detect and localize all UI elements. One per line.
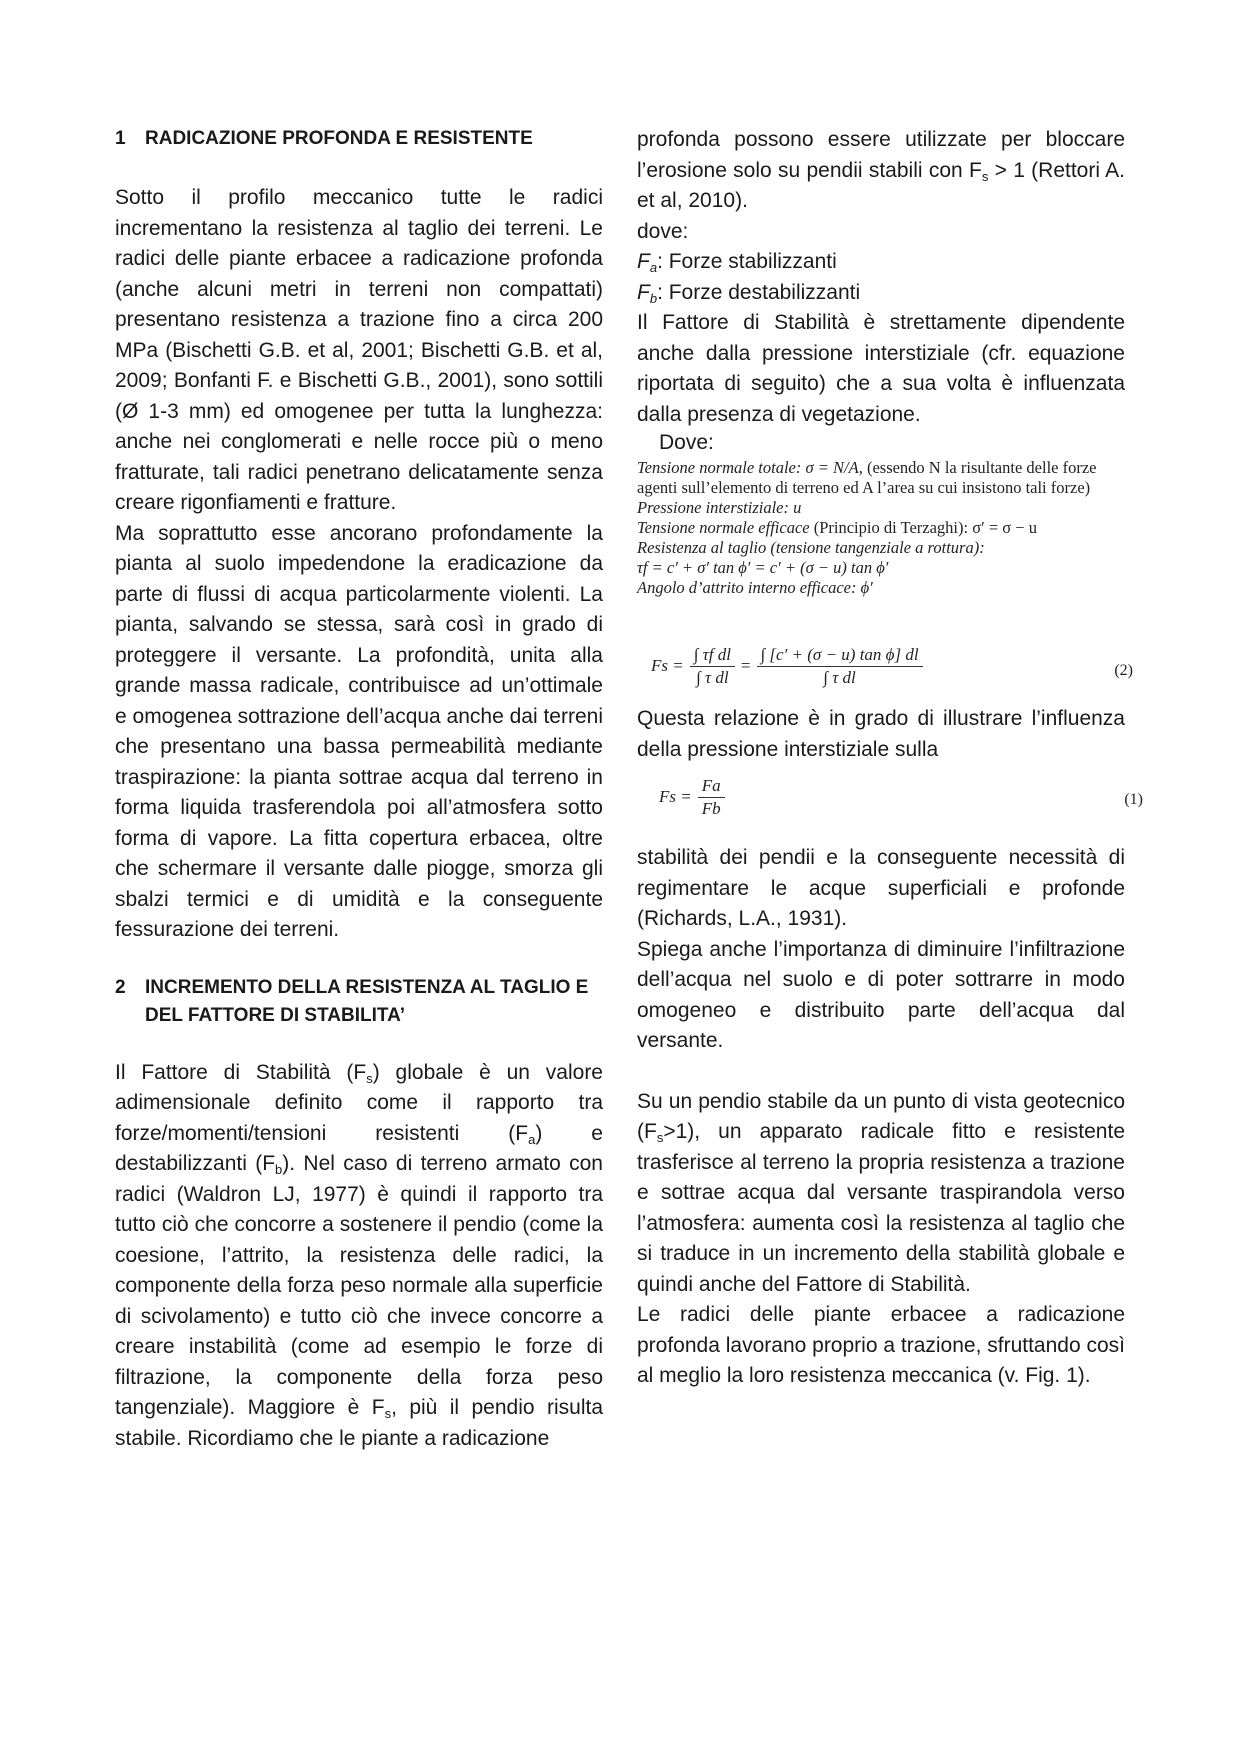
section-2-paragraph-1: Il Fattore di Stabilità $(F_s)$ globale è un valore adimensionale definito come il rapporto tra forze/momenti/tensioni resistenti $(F_a)$ e destabilizzanti $(F_b)$. Nel caso di terreno armato con radici (Waldron LJ, 1977) è quindi il rapporto tra tutto ciò che concorre a sostenere il pendio (come la coesione, l’attrito, la resistenza delle radici, la componente della forza peso normale alla superficie di scivolamento) e tutto ciò che invece concorre a creare instabilità (come ad esempio le forze di filtrazione, la componente della forza peso tangenziale). Maggiore è $F_s$, più il pendio risulta stabile. Ricordiamo che le piante a radicazione bbox=[115, 1060, 603, 1450]
relation-paragraph: Questa relazione è in grado di illustrare l’influenza della pressione interstiziale sulla bbox=[637, 707, 1125, 761]
section-2-heading bbox=[115, 974, 603, 1030]
explains-paragraph: Spiega anche l’importanza di diminuire l’infiltrazione dell’acqua nel suolo e di poter sottrarre in modo omogeneo e distribuito parte dell’acqua dal versante. bbox=[637, 937, 1125, 1052]
section-1-title: RADICAZIONE PROFONDA E RESISTENTE bbox=[145, 128, 533, 149]
fa-definition: $F_a$: Forze stabilizzanti bbox=[637, 250, 837, 275]
def-friction-angle: Angolo d’attrito interno efficace: ϕ′ bbox=[637, 578, 873, 597]
stable-slope-paragraph: Su un pendio stabile da un punto di vista geotecnico $(F_s>1)$, un apparato radicale fitto e resistente trasferisce al terreno la propria resistenza a trazione e sottrae acqua dal versante traspirandola verso l’atmosfera: aumenta così la resistenza al taglio che si traduce in un incremento della stabilità globale e quindi anche del Fattore di Stabilità. bbox=[637, 1089, 1125, 1296]
section-2-title-line-1: INCREMENTO DELLA RESISTENZA AL TAGLIO E bbox=[145, 976, 589, 998]
def-effective-stress: Tensione normale efficace bbox=[637, 518, 810, 537]
section-1-number: 1 bbox=[115, 128, 126, 149]
section-1-paragraph-2: Ma soprattutto esse ancorano profondamente la pianta al suolo impedendone la eradicazione da parte di flussi di acqua particolarmente violenti. La pianta, salvando se stessa, sarà così in grado di proteggere il versante. La profondità, unita alla grande massa radicale, contribuisce ad un’ottimale e omogenea sottrazione dell’acqua anche dai terreni che presentano una bassa permeabilità mediante traspirazione: la pianta sottrae acqua dal terreno in forma liquida trasferendola poi all’atmosfera sotto forma di vapore. La fitta copertura erbacea, oltre che schermare il versante dalle piogge, smorza gli sbalzi termici e di umidità e la conseguente fessurazione dei terreni. bbox=[115, 521, 603, 941]
stability-paragraph: stabilità dei pendii e la conseguente necessità di regimentare le acque superficiali e profonde (Richards, L.A., 1931). bbox=[637, 846, 1125, 930]
continuation-paragraph: profonda possono essere utilizzate per bloccare l’erosione solo su pendii stabili con $F_s > 1$ (Rettori A. et al, 2010). bbox=[637, 128, 1125, 212]
def-shear-strength: Resistenza al taglio (tensione tangenziale a rottura): bbox=[637, 538, 985, 557]
equation-2-number: (2) bbox=[1114, 662, 1133, 679]
dove-label: dove: bbox=[637, 219, 689, 243]
definitions-block: Tensione normale totale: σ = N/A, (essendo N la risultante delle forze agenti sull’elemento di terreno ed A l’area su cui insistono tali forze) Pressione interstiziale: u Tensione normale efficace (Principio di Terzaghi): σ′ = σ − u Resistenza al taglio (tensione tangenziale a rottura): τf = c′ + σ′ tan ϕ′ = c′ + (σ − u) tan ϕ′ Angolo d’attrito interno efficace: ϕ′ bbox=[637, 458, 1125, 598]
left-column bbox=[115, 125, 603, 1454]
stability-dependence-paragraph: Il Fattore di Stabilità è strettamente dipendente anche dalla pressione interstiziale (cfr. equazione riportata di seguito) che a sua volta è influenzata dalla presenza di vegetazione. bbox=[637, 311, 1125, 426]
def-pore-pressure: Pressione interstiziale: u bbox=[637, 498, 802, 517]
section-1-paragraph-1: Sotto il profilo meccanico tutte le radici incrementano la resistenza al taglio dei terreni. Le radici delle piante erbacee a radicazione profonda (anche alcuni metri in terreni non compattati) presentano resistenza a trazione fino a circa 200 MPa (Bischetti G.B. et al, 2001; Bischetti G.B. et al, 2009; Bonfanti F. e Bischetti G.B., 2001), sono sottili (Ø 1-3 mm) ed omogenee per tutta la lunghezza: anche nei conglomerati e nelle rocce più o meno fratturate, tali radici penetrano delicatamente senza creare rigonfiamenti e fratture. bbox=[115, 186, 603, 514]
final-paragraph: Le radici delle piante erbacee a radicazione profonda lavorano proprio a trazione, sfruttando così al meglio la loro resistenza meccanica (v. Fig. 1). bbox=[637, 1303, 1125, 1387]
fb-definition: $F_b$: Forze destabilizzanti bbox=[637, 280, 861, 306]
section-2-number: 2 bbox=[115, 976, 126, 998]
dove-label-2: Dove: bbox=[659, 431, 714, 454]
equation-2: Fs = $\frac{\text{∫ τf dl}}{\text{∫ τ dl}}$ = $\frac{\text{∫ [c′ + (σ − u) tan ϕ] dl}}{\text{∫ τ dl}}$ (2) bbox=[651, 645, 1133, 687]
equation-1: Fs = $\frac{Fa}{Fb}$ (1) bbox=[659, 776, 1143, 818]
equation-1-number: (1) bbox=[1124, 791, 1143, 808]
section-2-title-line-2: DEL FATTORE DI STABILITA’ bbox=[145, 1004, 406, 1026]
def-shear-formula: τf = c′ + σ′ tan ϕ′ = c′ + (σ − u) tan ϕ′ bbox=[637, 558, 889, 577]
right-column bbox=[637, 125, 1143, 1392]
section-1-heading bbox=[115, 125, 603, 153]
def-total-stress: Tensione normale totale: σ = N/A bbox=[637, 458, 859, 477]
